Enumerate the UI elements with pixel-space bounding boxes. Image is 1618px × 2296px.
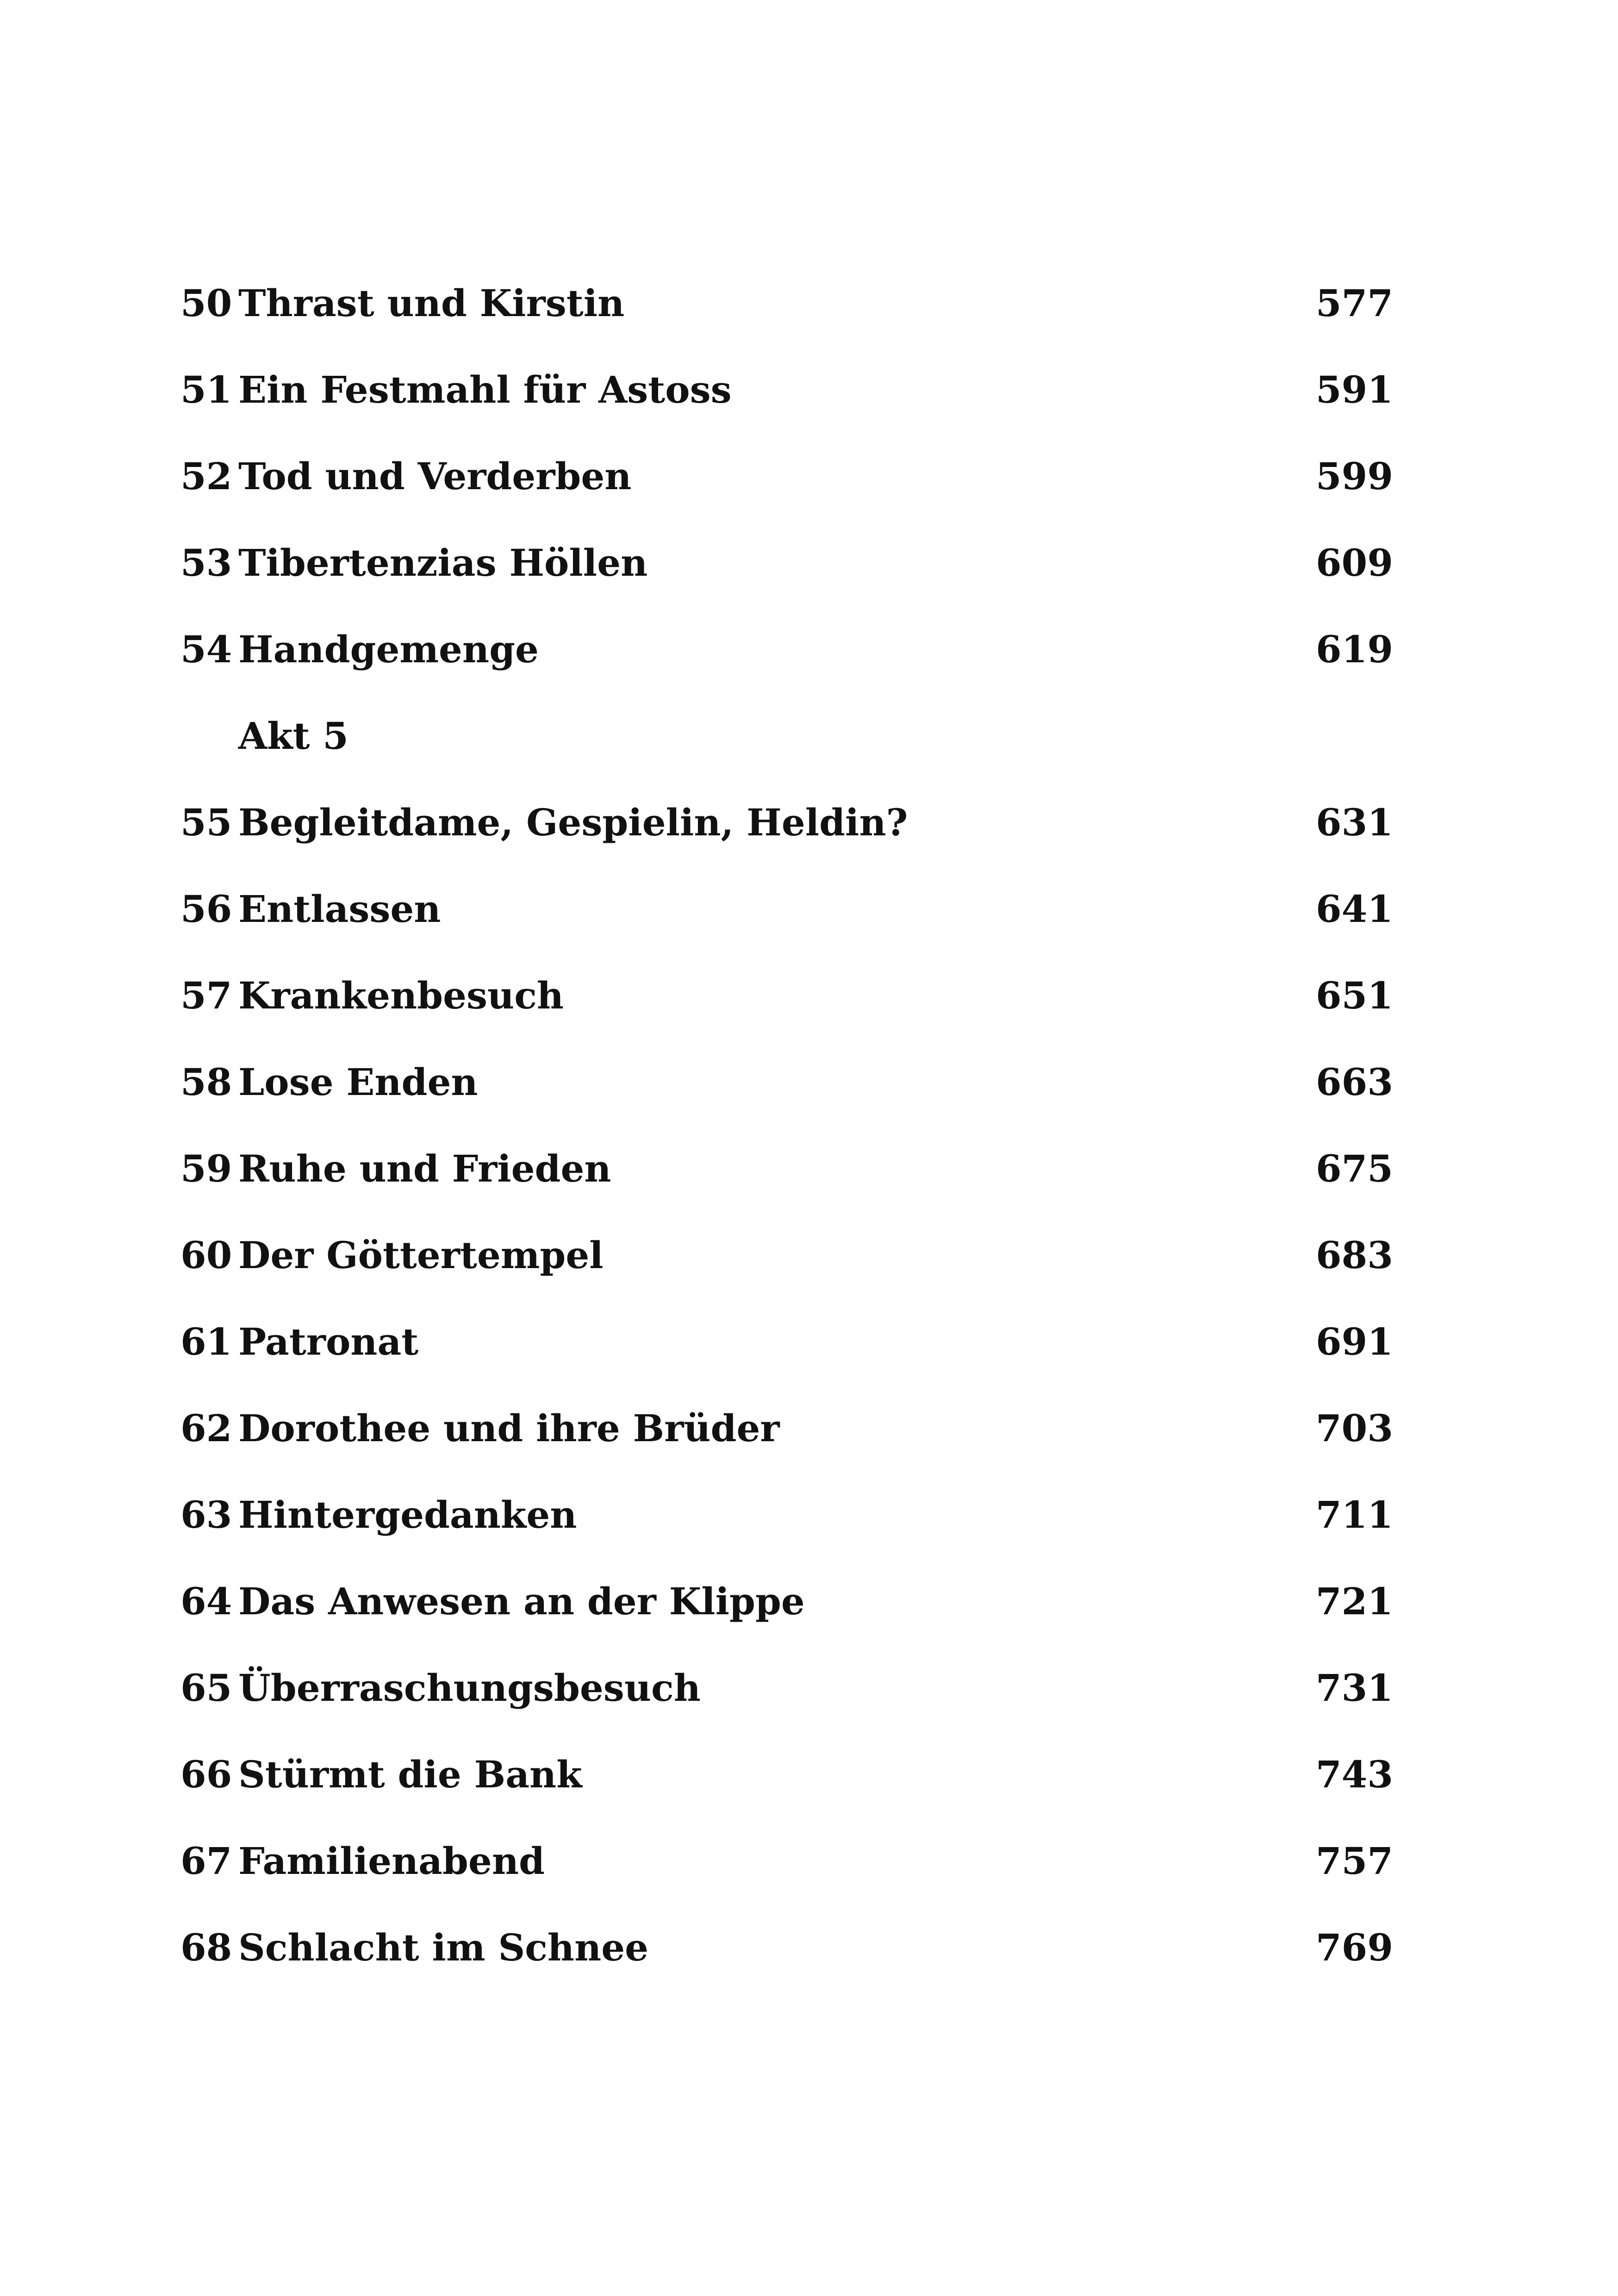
chapter-title: Thrast und Kirstin xyxy=(238,281,625,325)
toc-entry[interactable] xyxy=(180,1487,1393,1543)
chapter-title: Schlacht im Schnee xyxy=(238,1926,649,1969)
toc-entry[interactable] xyxy=(180,1833,1393,1889)
toc-entry[interactable] xyxy=(180,362,1393,417)
toc-entry[interactable] xyxy=(180,535,1393,591)
toc-entry[interactable] xyxy=(180,1314,1393,1369)
page-number: 731 xyxy=(1316,1666,1393,1710)
chapter-number: 57 xyxy=(180,974,232,1017)
page-number: 609 xyxy=(1316,541,1393,585)
chapter-title: Stürmt die Bank xyxy=(238,1753,582,1796)
toc-entry[interactable] xyxy=(180,1747,1393,1802)
page-number: 641 xyxy=(1316,887,1393,931)
page-number: 769 xyxy=(1316,1926,1393,1969)
page-number: 663 xyxy=(1316,1060,1393,1104)
toc-entry[interactable] xyxy=(180,448,1393,504)
page-number: 711 xyxy=(1316,1493,1393,1537)
chapter-title: Hintergedanken xyxy=(238,1493,577,1537)
chapter-title: Patronat xyxy=(238,1320,419,1363)
toc-entry[interactable] xyxy=(180,881,1393,937)
page-number: 651 xyxy=(1316,974,1393,1017)
page-number: 619 xyxy=(1316,628,1393,671)
toc-entry[interactable] xyxy=(180,1660,1393,1716)
chapter-number: 50 xyxy=(180,281,232,325)
chapter-title: Überraschungsbesuch xyxy=(238,1666,701,1710)
chapter-title: Krankenbesuch xyxy=(238,974,564,1017)
page-number: 703 xyxy=(1316,1406,1393,1450)
chapter-number: 64 xyxy=(180,1580,232,1623)
chapter-number: 59 xyxy=(180,1147,232,1190)
page-number: 577 xyxy=(1316,281,1393,325)
chapter-number: 65 xyxy=(180,1666,232,1710)
chapter-number: 53 xyxy=(180,541,232,585)
chapter-number: 54 xyxy=(180,628,232,671)
page-number: 757 xyxy=(1316,1839,1393,1883)
chapter-number: 68 xyxy=(180,1926,232,1969)
chapter-title: Begleitdame, Gespielin, Heldin? xyxy=(238,801,908,844)
chapter-number: 55 xyxy=(180,801,232,844)
chapter-title: Der Göttertempel xyxy=(238,1233,604,1277)
page-number: 683 xyxy=(1316,1233,1393,1277)
page-number: 591 xyxy=(1316,368,1393,411)
toc-entry[interactable] xyxy=(180,1054,1393,1110)
chapter-number: 56 xyxy=(180,887,232,931)
page-number: 743 xyxy=(1316,1753,1393,1796)
chapter-title: Familienabend xyxy=(238,1839,545,1883)
toc-entry[interactable] xyxy=(180,1227,1393,1283)
chapter-number: 62 xyxy=(180,1406,232,1450)
toc-entry[interactable] xyxy=(180,795,1393,850)
chapter-number: 52 xyxy=(180,454,232,498)
toc-entry[interactable] xyxy=(180,622,1393,677)
chapter-title: Tod und Verderben xyxy=(238,454,632,498)
page-number: 675 xyxy=(1316,1147,1393,1190)
chapter-number: 66 xyxy=(180,1753,232,1796)
chapter-title: Entlassen xyxy=(238,887,441,931)
chapter-title: Ein Festmahl für Astoss xyxy=(238,368,732,411)
chapter-number: 51 xyxy=(180,368,232,411)
page-number: 691 xyxy=(1316,1320,1393,1363)
chapter-number: 67 xyxy=(180,1839,232,1883)
toc-entry[interactable] xyxy=(180,1400,1393,1456)
chapter-title: Tibertenzias Höllen xyxy=(238,541,648,585)
page-number: 631 xyxy=(1316,801,1393,844)
toc-entry[interactable] xyxy=(180,1574,1393,1629)
page-number: 721 xyxy=(1316,1580,1393,1623)
chapter-number: 61 xyxy=(180,1320,232,1363)
chapter-title: Das Anwesen an der Klippe xyxy=(238,1580,805,1623)
chapter-title: Handgemenge xyxy=(238,628,539,671)
page-number: 599 xyxy=(1316,454,1393,498)
act-heading: Akt 5 xyxy=(238,714,348,758)
chapter-title: Lose Enden xyxy=(238,1060,478,1104)
chapter-title: Dorothee und ihre Brüder xyxy=(238,1406,780,1450)
chapter-number: 63 xyxy=(180,1493,232,1537)
toc-entry[interactable] xyxy=(180,1920,1393,1975)
chapter-number: 60 xyxy=(180,1233,232,1277)
chapter-title: Ruhe und Frieden xyxy=(238,1147,611,1190)
chapter-number: 58 xyxy=(180,1060,232,1104)
toc-entry[interactable] xyxy=(180,968,1393,1023)
toc-entry[interactable] xyxy=(180,1141,1393,1196)
toc-entry[interactable] xyxy=(180,275,1393,331)
